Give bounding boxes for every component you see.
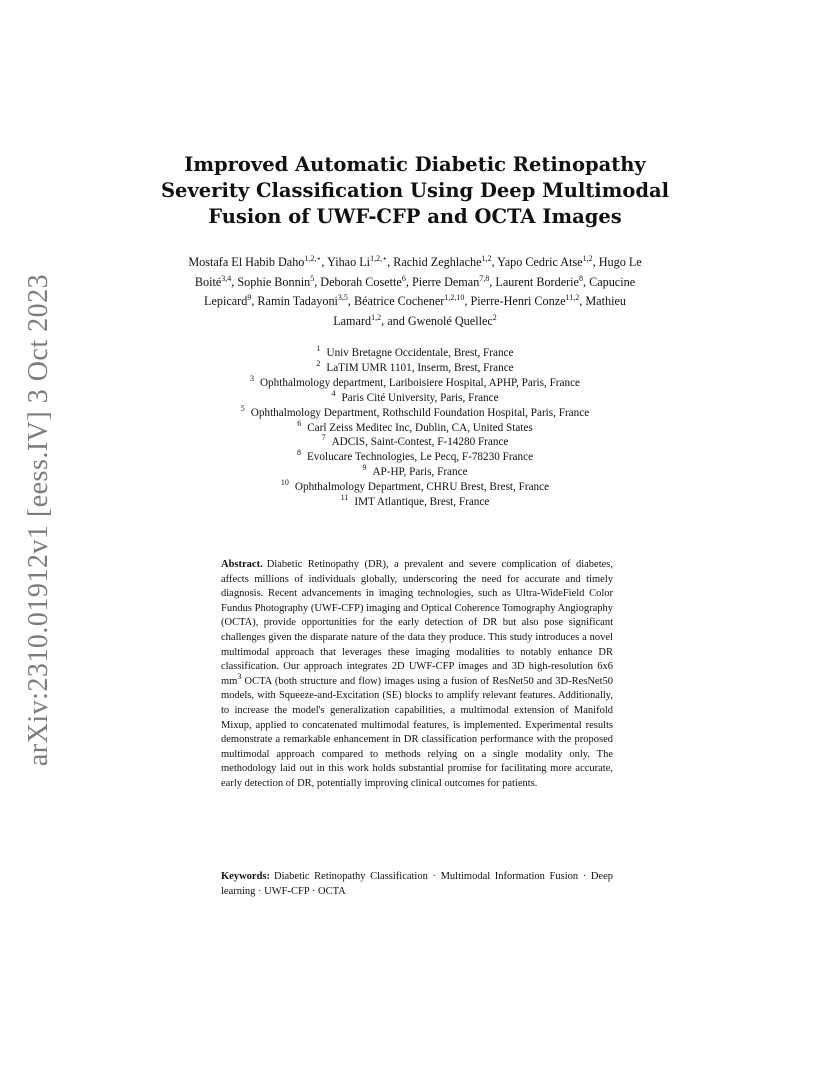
abstract-text-part-2: OCTA (both structure and flow) images using a fusion of ResNet50 and 3D-ResNet50 models, with Squeeze-and-Excitation (SE) blocks to amplify relevant features. Additionally, to increase the model's generalization capabilities, a multimodal extension of Manifold Mixup, applied to concatenated multimodal features, is implemented. Experimental results demonstrate a remarkable enhancement in DR classification performance with the proposed multimodal approach compared to methods relying on a single modality only. The methodology laid out in this work holds substantial promise for facilitating more accurate, early detection of DR, potentially improving clinical outcomes for patients. [221,675,613,789]
affiliation [180,495,650,510]
affiliation-number: 7 [321,433,326,443]
author-separator: , [347,294,355,308]
author-affiliation-marks: 1,2,⋆ [304,254,322,263]
title-line-2: Severity Classification Using Deep Multimodal [160,179,670,202]
author-affiliation-marks: 6 [401,273,406,283]
paper-title [120,152,710,230]
author-name: Laurent Borderie [495,274,579,289]
affiliation-number: 6 [297,418,302,428]
author-affiliation-marks: 3,5 [337,293,348,302]
author-affiliation-marks: 11,2 [565,293,580,302]
author [470,294,585,308]
author-affiliation-marks: 1,2 [371,312,382,322]
author [237,275,320,289]
author-separator: , [592,255,599,269]
affiliation [180,403,650,421]
affiliation [180,435,650,450]
affiliation-text: Univ Bretagne Occidentale, Brest, France [326,347,514,359]
author [495,275,589,289]
affiliation-text: Paris Cité University, Paris, France [341,391,499,404]
author-separator: , and [381,313,408,328]
author-name: Pierre Deman [411,274,480,289]
title-line-3: Fusion of UWF-CFP and OCTA Images [208,205,622,228]
author-separator: , [464,294,471,308]
author-affiliation-marks: 8 [578,273,583,283]
keywords-label: Keywords: [221,871,270,882]
author-name: Deborah Cosette [320,274,402,289]
author [497,255,599,269]
affiliation-text: Ophthalmology department, Lariboisiere Hospital, APHP, Paris, France [259,376,581,389]
author-separator: , [405,274,412,289]
title-line-1: Improved Automatic Diabetic Retinopathy [184,153,646,176]
author-name: Ramin Tadayoni [257,294,338,308]
affiliation-text: IMT Atlantique, Brest, France [354,496,490,509]
author [327,255,393,269]
affiliation-number: 2 [316,358,321,368]
affiliation [180,388,650,406]
author-affiliation-marks: 2 [492,312,497,322]
affiliation [180,480,650,495]
author-separator: , [491,255,498,269]
author-affiliation-marks: 1,2,⋆ [370,254,388,263]
affiliation [180,373,650,391]
author [257,294,354,308]
affiliation-text: AP-HP, Paris, France [372,466,468,479]
author [393,255,497,269]
affiliation [180,418,650,436]
affiliation-number: 5 [240,403,245,413]
author-separator: , [231,274,238,289]
author-separator: , [579,294,586,308]
author-separator: , [582,274,590,289]
affiliation-number: 1 [316,344,321,353]
author-name: Gwenolé Quellec [407,313,493,328]
affiliation-list [180,346,650,510]
abstract-superscript: 3 [237,671,242,681]
affiliation [180,450,650,465]
author-name: Yihao Li [327,255,371,269]
affiliation-text: LaTIM UMR 1101, Inserm, Brest, France [326,361,514,374]
affiliation-number: 9 [362,463,367,473]
affiliation-number: 11 [340,493,349,503]
affiliation-text: Evolucare Technologies, Le Pecq, F-78230 France [306,451,534,464]
arxiv-identifier: arXiv:2310.01912v1 [eess.IV] 3 Oct 2023 [23,273,54,767]
author-name: Rachid Zeghlache [393,255,482,269]
author-name: Mathieu Lamard [333,294,626,328]
author-affiliation-marks: 1,2,10 [444,293,465,302]
author-affiliation-marks: 7,8 [479,273,490,283]
affiliation-text: Ophthalmology Department, CHRU Brest, Brest, France [294,481,550,494]
keywords-text: Diabetic Retinopathy Classification · Multimodal Information Fusion · Deep learning · UWF-CFP · OCTA [221,871,613,897]
author [408,314,497,328]
author-name: Béatrice Cochener [354,294,445,308]
affiliation-text: Carl Zeiss Meditec Inc, Dublin, CA, United States [307,421,533,434]
abstract [221,558,613,792]
affiliation-number: 8 [296,448,301,458]
author-affiliation-marks: 9 [247,293,252,302]
author-separator: , [489,274,496,289]
author-affiliation-marks: 3,4 [221,273,232,283]
affiliation [180,465,650,480]
author [412,275,495,289]
affiliation-text: ADCIS, Saint-Contest, F-14280 France [331,436,509,449]
author-separator: , [314,274,321,289]
author-list [180,253,650,331]
affiliation-number: 10 [280,478,289,488]
author-affiliation-marks: 5 [310,273,315,283]
author-name: Hugo Le Boité [194,255,642,289]
author-name: Sophie Bonnin [237,274,311,289]
author-separator: , [251,294,258,308]
abstract-text-part-1: Diabetic Retinopathy (DR), a prevalent and severe complication of diabetes, affects millions of individuals globally, underscoring the need for accurate and timely diagnosis. Recent advancements in imaging technologies, such as Ultra-WideField Color Fundus Photography (UWF-CFP) imaging and Optical Coherence Tomography Angiography (OCTA), provide opportunities for the early detection of DR but also pose significant challenges given the disparate nature of the data they produce. This study introduces a novel multimodal approach that leverages these imaging modalities to notably enhance DR classification. Our approach integrates 2D UWF-CFP images and 3D high-resolution 6x6 mm [221,559,613,687]
affiliation [180,346,650,361]
author-separator: , [387,255,394,269]
author-affiliation-marks: 1,2 [481,254,492,263]
author-separator: , [321,255,328,269]
author [354,294,470,308]
arxiv-stamp [14,270,64,770]
affiliation-number: 3 [249,373,254,383]
author-name: Yapo Cedric Atse [497,255,583,269]
author-name: Pierre-Henri Conze [470,294,566,308]
author [188,255,327,269]
author-affiliation-marks: 1,2 [582,254,593,263]
affiliation-number: 4 [331,388,336,398]
keywords [221,870,613,899]
author-name: Capucine Lepicard [204,274,636,308]
author [320,275,412,289]
affiliation-text: Ophthalmology Department, Rothschild Foundation Hospital, Paris, France [250,406,590,419]
author-name: Mostafa El Habib Daho [188,255,305,269]
abstract-label: Abstract. [221,559,263,570]
